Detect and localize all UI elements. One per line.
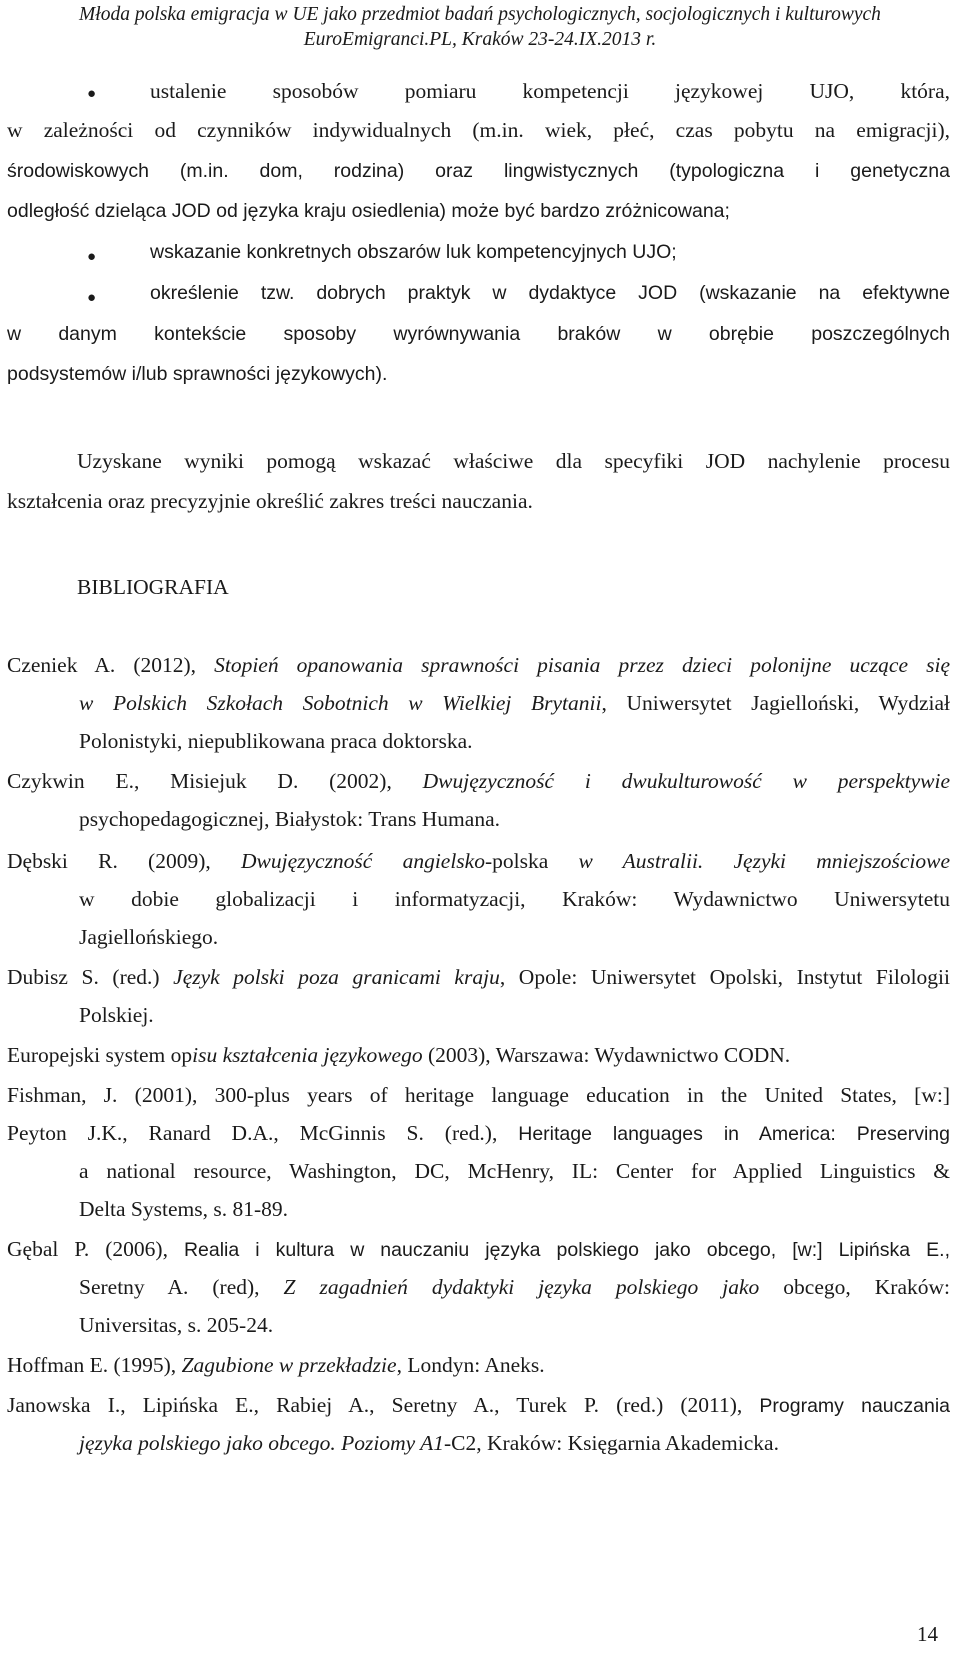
bibliography-heading: BIBLIOGRAFIA (77, 575, 229, 599)
bullet-2-line-1: wskazanie konkretnych obszarów luk kompetencyjnych UJO; (150, 241, 677, 263)
ref-janowska-line-1: Janowska I., Lipińska E., Rabiej A., Seretny A., Turek P. (red.) (2011), Programy nauczania (7, 1393, 951, 1417)
bullet-icon: ● (87, 249, 97, 265)
ref-debski-line-2: w dobie globalizacji i informatyzacji, Kraków: Wydawnictwo Uniwersytetu (79, 887, 950, 911)
bullet-icon: ● (87, 290, 97, 306)
ref-fishman-line-1: Fishman, J. (2001), 300-plus years of heritage language education in the United States, [w:] (7, 1083, 950, 1107)
ref-gebal-line-2: Seretny A. (red), Z zagadnień dydaktyki języka polskiego jako obcego, Kraków: (79, 1275, 950, 1299)
bullet-1-line-1: ustalenie sposobów pomiaru kompetencji językowej UJO, która, (150, 79, 950, 103)
header-title: Młoda polska emigracja w UE jako przedmiot badań psychologicznych, socjologicznych i kulturowych (79, 4, 881, 25)
ref-dubisz-line-1: Dubisz S. (red.) Język polski poza granicami kraju, Opole: Uniwersytet Opolski, Instytut Filologii (7, 965, 951, 989)
summary-line-2: kształcenia oraz precyzyjnie określić zakres treści nauczania. (7, 489, 533, 513)
bullet-3-line-2: w danym kontekście sposoby wyrównywania braków w obrębie poszczególnych (7, 323, 950, 345)
ref-debski-line-1: Dębski R. (2009), Dwujęzyczność angielsko-polska w Australii. Języki mniejszościowe (7, 849, 950, 873)
ref-czeniek-line-2: w Polskich Szkołach Sobotnich w Wielkiej Brytanii, Uniwersytet Jagielloński, Wydział (79, 691, 950, 715)
ref-debski-line-3: Jagiellońskiego. (79, 925, 219, 949)
ref-hoffman: Hoffman E. (1995), Zagubione w przekładzie, Londyn: Aneks. (7, 1353, 545, 1377)
bullet-icon: ● (87, 86, 97, 102)
bullet-1-line-2: w zależności od czynników indywidualnych (m.in. wiek, płeć, czas pobytu na emigracji), (7, 118, 950, 142)
bullet-1-line-4: odległość dzieląca JOD od języka kraju osiedlenia) może być bardzo zróżnicowana; (7, 200, 730, 222)
ref-gebal-line-3: Universitas, s. 205-24. (79, 1313, 274, 1337)
ref-janowska-line-2: języka polskiego jako obcego. Poziomy A1-C2, Kraków: Księgarnia Akademicka. (79, 1431, 779, 1455)
header-conference: EuroEmigranci.PL, Kraków 23-24.IX.2013 r. (303, 29, 657, 50)
ref-dubisz-line-2: Polskiej. (79, 1003, 154, 1027)
ref-fishman-line-4: Delta Systems, s. 81-89. (79, 1197, 289, 1221)
ref-czykwin-line-2: psychopedagogicznej, Białystok: Trans Humana. (79, 807, 500, 831)
bullet-1-line-3: środowiskowych (m.in. dom, rodzina) oraz lingwistycznych (typologiczna i genetyczna (7, 160, 950, 182)
running-header (0, 2, 960, 52)
page-number: 14 (917, 1622, 938, 1646)
ref-fishman-line-3: a national resource, Washington, DC, McHenry, IL: Center for Applied Linguistics & (79, 1159, 950, 1183)
ref-czeniek-line-1: Czeniek A. (2012), Stopień opanowania sprawności pisania przez dzieci polonijne uczące się (7, 653, 950, 677)
ref-czykwin-line-1: Czykwin E., Misiejuk D. (2002), Dwujęzyczność i dwukulturowość w perspektywie (7, 769, 950, 793)
ref-gebal-line-1: Gębal P. (2006), Realia i kultura w nauczaniu języka polskiego jako obcego, [w:] Lipińska E., (7, 1237, 950, 1261)
summary-line-1: Uzyskane wyniki pomogą wskazać właściwe dla specyfiki JOD nachylenie procesu (77, 449, 950, 473)
ref-czeniek-line-3: Polonistyki, niepublikowana praca doktorska. (79, 729, 473, 753)
ref-europejski: Europejski system opisu kształcenia językowego (2003), Warszawa: Wydawnictwo CODN. (7, 1043, 791, 1067)
bullet-3-line-3: podsystemów i/lub sprawności językowych). (7, 363, 388, 385)
ref-fishman-line-2: Peyton J.K., Ranard D.A., McGinnis S. (red.), Heritage languages in America: Preserving (7, 1121, 950, 1145)
bullet-3-line-1: określenie tzw. dobrych praktyk w dydaktyce JOD (wskazanie na efektywne (150, 282, 950, 304)
